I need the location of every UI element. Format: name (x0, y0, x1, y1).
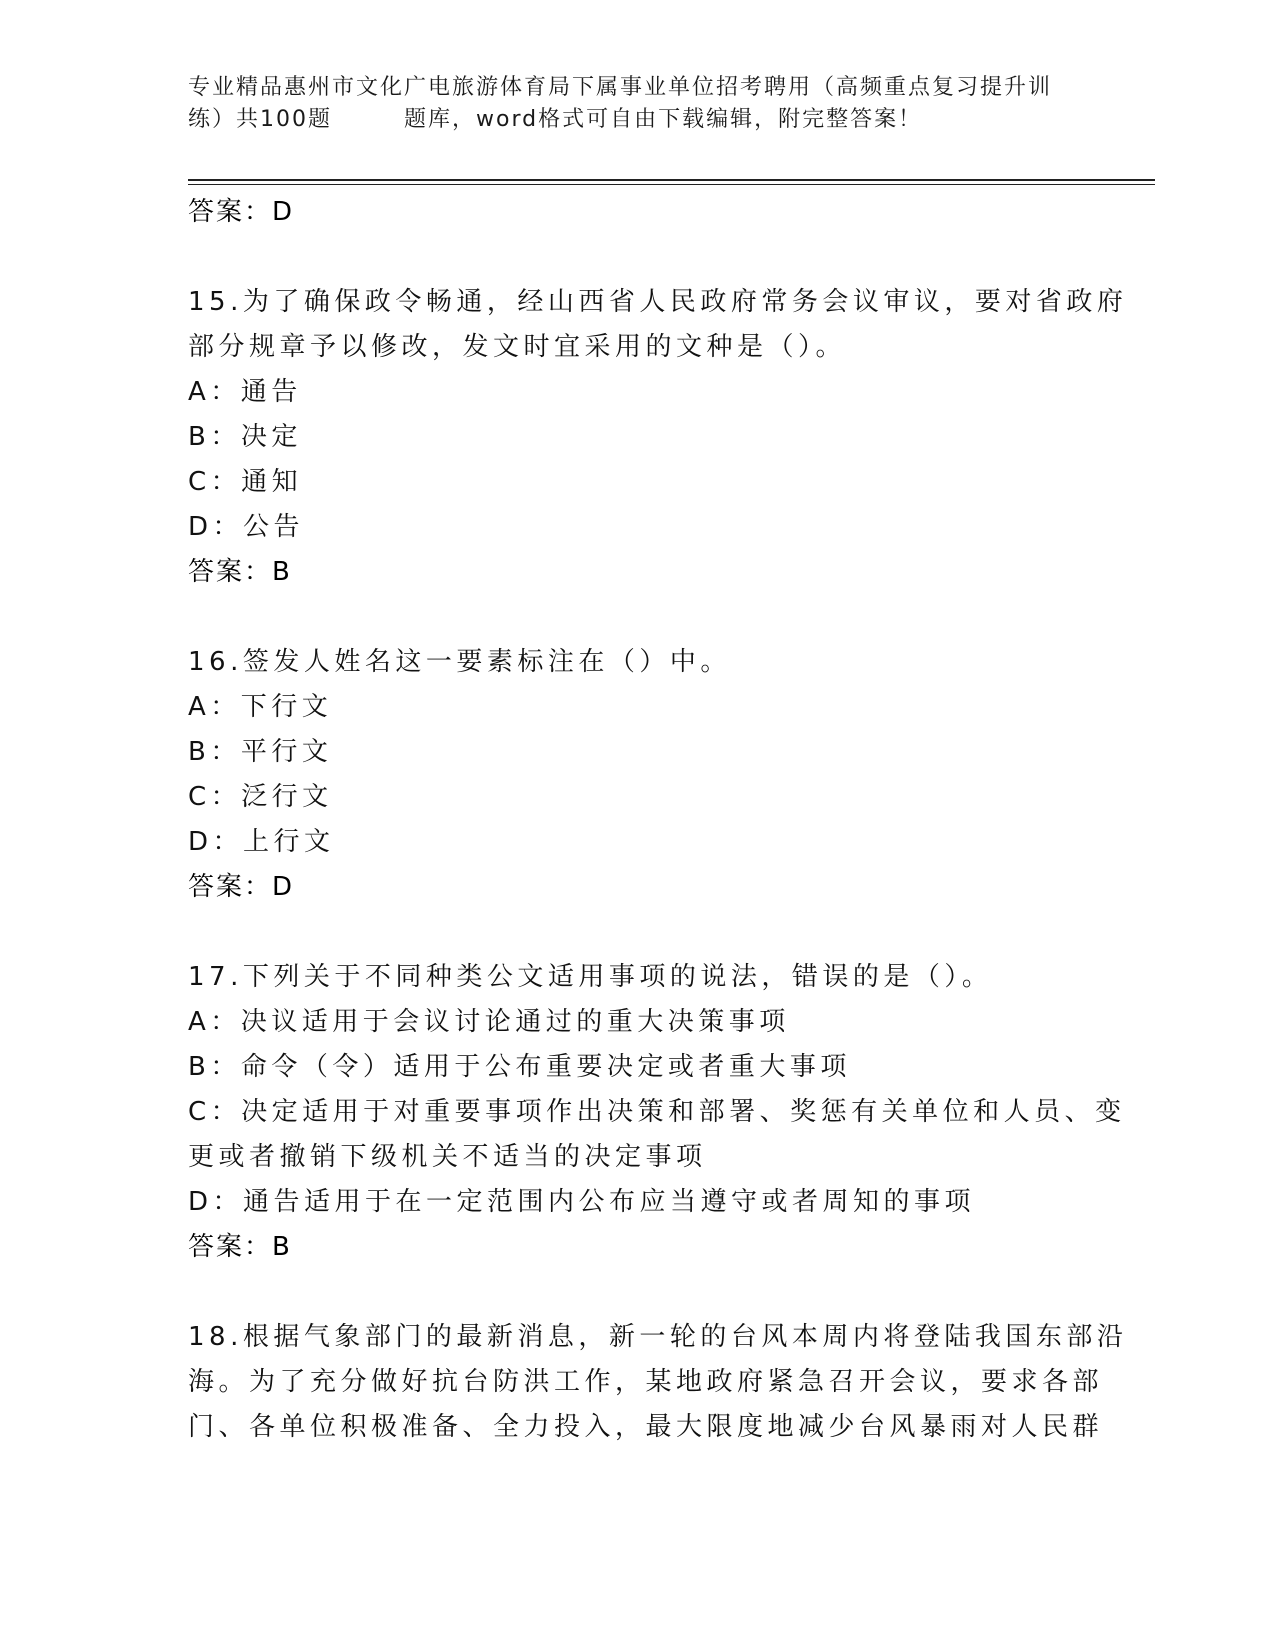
question-stem: 海。为了充分做好抗台防洪工作，某地政府紧急召开会议，要求各部 (188, 1367, 1104, 1397)
answer: 答案：D (188, 872, 295, 902)
header-divider-thin (188, 184, 1155, 185)
answer: 答案：B (188, 1232, 292, 1262)
option-a: A：决议适用于会议讨论通过的重大决策事项 (188, 1007, 790, 1037)
option-d: D：通告适用于在一定范围内公布应当遵守或者周知的事项 (188, 1187, 976, 1217)
question-18 (188, 1315, 1148, 1450)
option-b: B：平行文 (188, 737, 333, 767)
answer: 答案：B (188, 557, 292, 587)
question-stem: 18.根据气象部门的最新消息，新一轮的台风本周内将登陆我国东部沿 (188, 1322, 1128, 1352)
option-c-continued: 更或者撤销下级机关不适当的决定事项 (188, 1142, 707, 1172)
option-d: D：上行文 (188, 827, 335, 857)
option-c: C：决定适用于对重要事项作出决策和部署、奖惩有关单位和人员、变 (188, 1097, 1126, 1127)
header-divider-thick (188, 179, 1155, 181)
question-16 (188, 640, 1148, 910)
question-17 (188, 955, 1148, 1270)
option-b: B：命令（令）适用于公布重要决定或者重大事项 (188, 1052, 851, 1082)
question-15 (188, 280, 1148, 595)
spacer (188, 1270, 1148, 1315)
spacer (188, 235, 1148, 280)
option-b: B：决定 (188, 422, 302, 452)
document-header (188, 72, 1088, 136)
question-stem: 17.下列关于不同种类公文适用事项的说法，错误的是（）。 (188, 962, 993, 992)
option-a: A：下行文 (188, 692, 333, 722)
question-stem: 15.为了确保政令畅通，经山西省人民政府常务会议审议，要对省政府 (188, 287, 1128, 317)
header-title-line-1: 专业精品惠州市文化广电旅游体育局下属事业单位招考聘用（高频重点复习提升训 (188, 75, 1053, 100)
option-c: C：通知 (188, 467, 303, 497)
previous-answer: 答案：D (188, 197, 295, 227)
header-title-line-2: 练）共100题 题库，word格式可自由下载编辑，附完整答案！ (188, 107, 923, 132)
spacer (188, 595, 1148, 640)
option-c: C：泛行文 (188, 782, 333, 812)
option-a: A：通告 (188, 377, 302, 407)
question-stem: 门、各单位积极准备、全力投入，最大限度地减少台风暴雨对人民群 (188, 1412, 1104, 1442)
question-list (188, 190, 1148, 1450)
option-d: D：公告 (188, 512, 305, 542)
question-stem: 16.签发人姓名这一要素标注在（）中。 (188, 647, 731, 677)
question-stem: 部分规章予以修改，发文时宜采用的文种是（）。 (188, 332, 847, 362)
spacer (188, 910, 1148, 955)
